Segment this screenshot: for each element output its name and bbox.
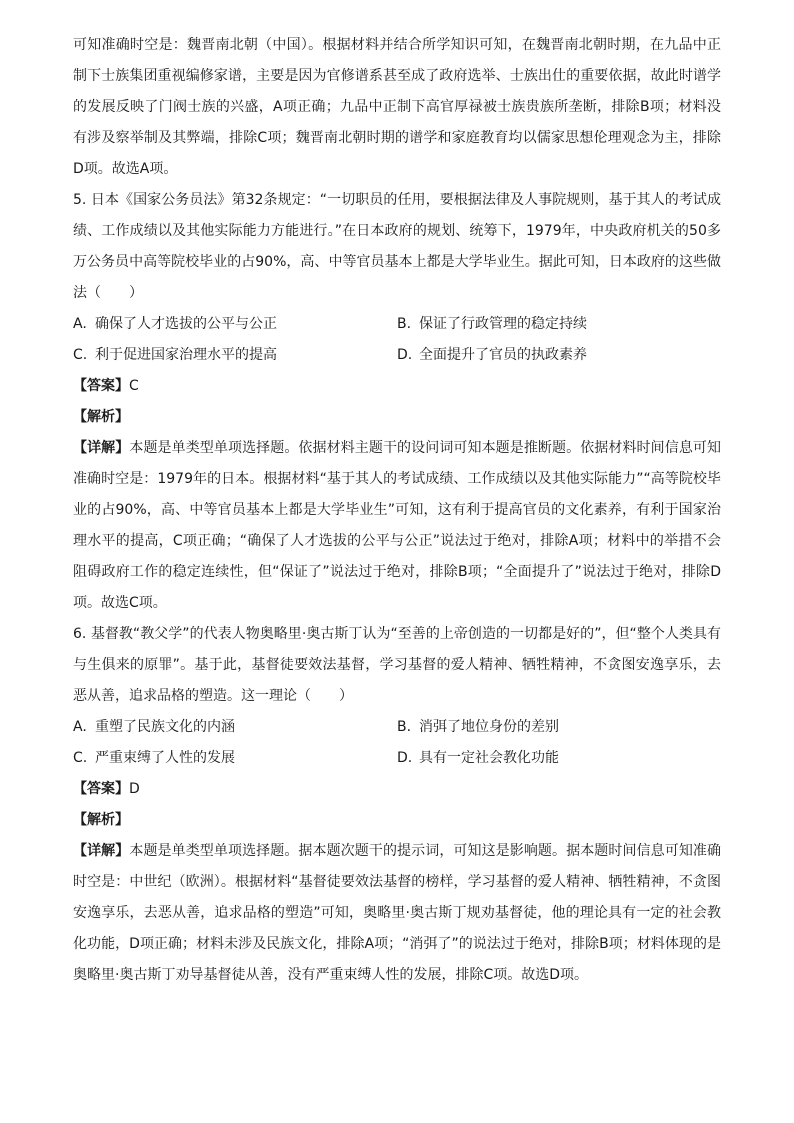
question-5-option-d xyxy=(397,340,721,371)
question-6-option-c xyxy=(73,743,397,774)
question-6-option-d xyxy=(397,743,721,774)
question-5-answer xyxy=(73,371,721,402)
question-5-option-c xyxy=(73,340,397,371)
option-text: 确保了人才选拔的公平与公正 xyxy=(95,316,277,332)
question-6-option-a xyxy=(73,712,397,743)
option-letter: D. xyxy=(397,750,413,766)
detail-tag: 【详解】 xyxy=(73,440,130,456)
option-text: 保证了行政管理的稳定持续 xyxy=(419,316,587,332)
question-5-option-a xyxy=(73,309,397,340)
document-page xyxy=(73,30,721,991)
option-text: 消弭了地位身份的差别 xyxy=(419,719,559,735)
option-text: 重塑了民族文化的内涵 xyxy=(95,719,235,735)
option-letter: D. xyxy=(397,347,413,363)
question-6-stem: 6. 基督教“教父学”的代表人物奥略里·奥古斯丁认为“至善的上帝创造的一切都是好的”，但“整个人类具有与生俱来的原罪”。基于此，基督徒要效法基督，学习基督的爱人精神、牺牲精神，不贪图安逸享乐，去恶从善，追求品格的塑造。这一理论（ ） xyxy=(73,626,721,704)
option-text: 严重束缚了人性的发展 xyxy=(95,750,235,766)
question-5-stem: 5. 日本《国家公务员法》第32条规定：“一切职员的任用，要根据法律及人事院规则，基于其人的考试成绩、工作成绩以及其他实际能力方能进行。”在日本政府的规划、统筹下，1979年，中央政府机关的50多万公务员中高等院校毕业的占90%，高、中等官员基本上都是大学毕业生。据此可知，日本政府的这些做法（ ） xyxy=(73,192,721,301)
option-letter: A. xyxy=(73,316,87,332)
option-letter: B. xyxy=(397,316,412,332)
option-letter: C. xyxy=(73,750,88,766)
question-6-analysis-tag xyxy=(73,805,721,836)
question-5-detail xyxy=(73,433,721,619)
option-text: 全面提升了官员的执政素养 xyxy=(419,347,587,363)
question-5-options xyxy=(73,309,721,371)
question-6-answer xyxy=(73,774,721,805)
answer-tag: 【答案】 xyxy=(73,378,129,394)
intro-paragraph: 可知准确时空是：魏晋南北朝（中国）。根据材料并结合所学知识可知，在魏晋南北朝时期，在九品中正制下士族集团重视编修家谱，主要是因为官修谱系甚至成了政府选举、士族出仕的重要依据，故此时谱学的发展反映了门阀士族的兴盛，A项正确；九品中正制下高官厚禄被士族贵族所垄断，排除B项；材料没有涉及察举制及其弊端，排除C项；魏晋南北朝时期的谱学和家庭教育均以儒家思想伦理观念为主，排除D项。故选A项。 xyxy=(73,37,721,177)
option-text: 利于促进国家治理水平的提高 xyxy=(95,347,277,363)
answer-value: C xyxy=(129,378,139,394)
answer-value: D xyxy=(129,781,140,797)
question-6-detail xyxy=(73,836,721,991)
analysis-tag: 【解析】 xyxy=(73,812,129,828)
option-text: 具有一定社会教化功能 xyxy=(419,750,559,766)
option-letter: A. xyxy=(73,719,87,735)
question-6-option-b xyxy=(397,712,721,743)
question-5-option-b xyxy=(397,309,721,340)
analysis-tag: 【解析】 xyxy=(73,409,129,425)
answer-tag: 【答案】 xyxy=(73,781,129,797)
option-letter: B. xyxy=(397,719,412,735)
question-6-options xyxy=(73,712,721,774)
detail-text: 本题是单类型单项选择题。依据材料主题干的设问词可知本题是推断题。依据材料时间信息可知准确时空是：1979年的日本。根据材料“基于其人的考试成绩、工作成绩以及其他实际能力”“高等院校毕业的占90%，高、中等官员基本上都是大学毕业生”可知，这有利于提高官员的文化素养，有利于国家治理水平的提高，C项正确；“确保了人才选拔的公平与公正”说法过于绝对，排除A项；材料中的举措不会阻碍政府工作的稳定连续性，但“保证了”说法过于绝对，排除B项；“全面提升了”说法过于绝对，排除D项。故选C项。 xyxy=(73,440,722,611)
question-5-analysis-tag xyxy=(73,402,721,433)
detail-text: 本题是单类型单项选择题。据本题次题干的提示词，可知这是影响题。据本题时间信息可知准确时空是：中世纪（欧洲）。根据材料“基督徒要效法基督的榜样，学习基督的爱人精神、牺牲精神，不贪图安逸享乐，去恶从善，追求品格的塑造”可知，奥略里·奥古斯丁规劝基督徒，他的理论具有一定的社会教化功能，D项正确；材料未涉及民族文化，排除A项；“消弭了”的说法过于绝对，排除B项；材料体现的是奥略里·奥古斯丁劝导基督徒从善，没有严重束缚人性的发展，排除C项。故选D项。 xyxy=(73,843,722,983)
option-letter: C. xyxy=(73,347,88,363)
detail-tag: 【详解】 xyxy=(73,843,130,859)
